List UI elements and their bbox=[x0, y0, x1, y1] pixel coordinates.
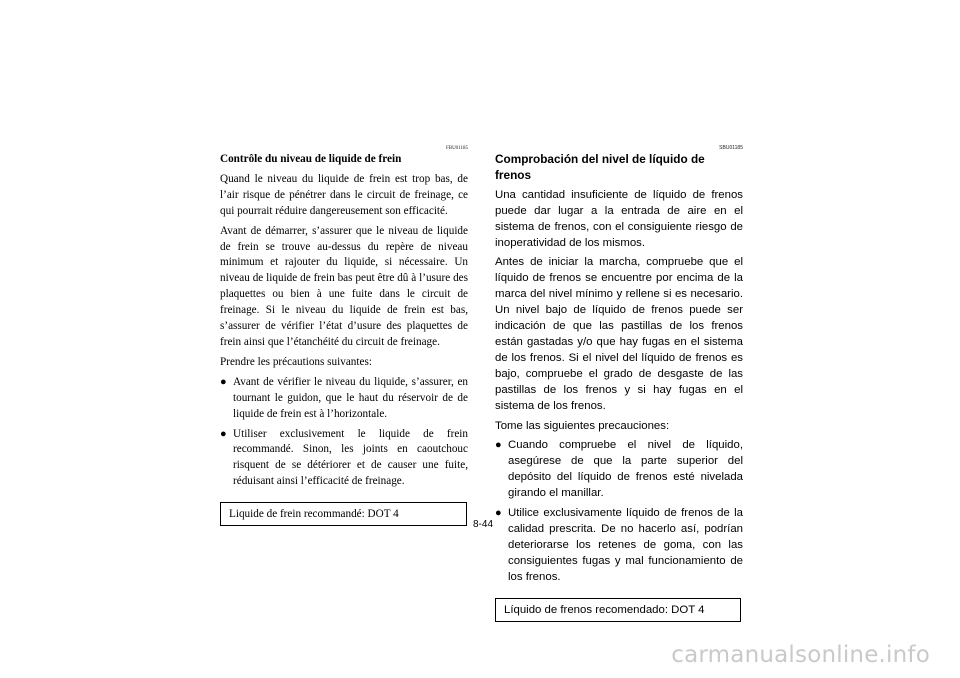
page-number: 8-44 bbox=[472, 519, 493, 530]
french-section-code: FBU01185 bbox=[445, 146, 468, 151]
french-recommended-fluid-box: Liquide de frein recommandé: DOT 4 bbox=[220, 502, 467, 526]
french-column bbox=[220, 145, 468, 526]
spanish-precaution-text: Cuando compruebe el nivel de líquido, asegúrese de que la parte superior del depósito del líquido de frenos esté nivelada girando el manillar. bbox=[508, 439, 743, 500]
spanish-precaution-item bbox=[495, 506, 743, 586]
spanish-precaution-text: Utilice exclusivamente líquido de frenos de la calidad prescrita. De no hacerlo así, podrían deteriorarse los retenes de goma, con las consiguientes fugas y mal funcionamiento de los frenos. bbox=[508, 507, 743, 583]
spanish-column bbox=[495, 145, 743, 622]
spanish-precautions-list bbox=[495, 438, 743, 585]
french-paragraph-1: Quand le niveau du liquide de frein est trop bas, de l’air risque de pénétrer dans le circuit de freinage, ce qui pourrait réduire dangereusement son efficacité. bbox=[220, 172, 468, 217]
french-precaution-item bbox=[220, 427, 468, 491]
french-precaution-item bbox=[220, 375, 468, 423]
spanish-recommended-fluid-box: Líquido de frenos recomendado: DOT 4 bbox=[495, 598, 741, 622]
spanish-section-code: SBU01185 bbox=[719, 145, 743, 151]
spanish-precaution-item bbox=[495, 438, 743, 502]
bullet-icon: ● bbox=[495, 507, 502, 520]
bullet-icon: ● bbox=[220, 375, 227, 388]
french-precautions-list bbox=[220, 375, 468, 490]
watermark: carmanualsonline.info bbox=[671, 642, 930, 668]
spanish-precautions-intro: Tome las siguientes precauciones: bbox=[495, 419, 670, 432]
french-precautions-intro: Prendre les précautions suivantes: bbox=[220, 355, 372, 368]
bullet-icon: ● bbox=[495, 439, 502, 452]
french-paragraph-2: Avant de démarrer, s’assurer que le niveau de liquide de frein se trouve au-dessus du repère de niveau minimum et rajouter du liquide, si nécessaire. Un niveau de liquide de frein bas peut être dû à l’usure des plaquettes ou bien à une fuite dans le circuit de freinage. Si le niveau du liquide de frein est bas, s’assurer de vérifier l’état d’usure des plaquettes de frein ainsi que l’étanchéité du circuit de freinage. bbox=[220, 224, 468, 348]
spanish-paragraph-1: Una cantidad insuficiente de líquido de frenos puede dar lugar a la entrada de aire en el sistema de frenos, con el consiguiente riesgo de inoperatividad de los mismos. bbox=[495, 188, 743, 249]
french-precaution-text: Avant de vérifier le niveau du liquide, s’assurer, en tournant le guidon, que le haut du réservoir de de liquide de frein est à l’horizontale. bbox=[233, 375, 468, 420]
bullet-icon: ● bbox=[220, 427, 227, 440]
french-section-title: Contrôle du niveau de liquide de frein bbox=[220, 153, 402, 165]
spanish-paragraph-2: Antes de iniciar la marcha, compruebe que el líquido de frenos se encuentre por encima de la marca del nivel mínimo y rellene si es necesario. Un nivel bajo de líquido de frenos puede ser indicación de que las pastillas de los frenos están gastadas y/o que hay fugas en el sistema de los frenos. Si el nivel del líquido de frenos es bajo, compruebe el grado de desgaste de las pastillas de los frenos y si hay fugas en el sistema de los frenos. bbox=[495, 256, 743, 412]
spanish-section-title: Comprobación del nivel de líquido de frenos bbox=[495, 152, 705, 182]
french-precaution-text: Utiliser exclusivement le liquide de frein recommandé. Sinon, les joints en caoutchouc risquent de se détériorer et de causer une fuite, réduisant ainsi l’efficacité de freinage. bbox=[233, 427, 468, 488]
